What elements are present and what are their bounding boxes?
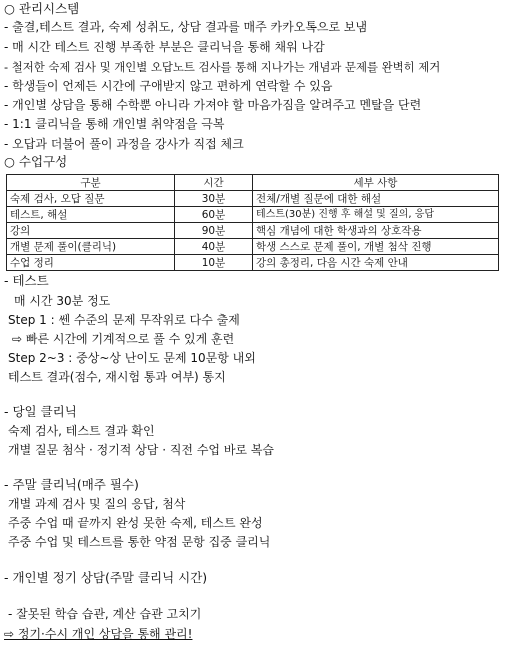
table-row <box>7 255 499 271</box>
management-item: - 학생들이 언제든 시간에 구애받지 않고 편하게 연락할 수 있음 <box>4 79 333 93</box>
management-item: - 개인별 상담을 통해 수학뿐 아니라 가져야 할 마음가짐을 알려주고 멘탈을 단련 <box>4 98 422 112</box>
management-item: - 철저한 숙제 검사 및 개인별 오답노트 검사를 통해 지나가는 개념과 문제를 완벽히 제거 <box>4 60 441 74</box>
management-item: - 오답과 더불어 풀이 과정을 강사가 직접 체크 <box>4 137 244 151</box>
table-cell: 핵심 개념에 대한 학생과의 상호작용 <box>253 223 499 239</box>
section-title-weekend-clinic: - 주말 클리닉(매주 필수) <box>4 477 139 492</box>
table-header: 구분 <box>7 175 175 191</box>
test-line: ⇨ 빠른 시간에 기계적으로 풀 수 있게 훈련 <box>12 332 235 346</box>
section-title-management: ○ 관리시스템 <box>4 1 80 16</box>
section-title-daily-clinic: - 당일 클리닉 <box>4 404 77 419</box>
weekend-clinic-line: 개별 과제 검사 및 질의 응답, 첨삭 <box>8 497 186 511</box>
table-cell: 수업 정리 <box>7 255 175 271</box>
management-item: - 매 시간 테스트 진행 부족한 부분은 클리닉을 통해 채워 나감 <box>4 40 325 54</box>
table-header: 시간 <box>175 175 253 191</box>
class-structure-table <box>6 174 499 271</box>
section-title-class-structure: ○ 수업구성 <box>4 154 68 169</box>
table-cell: 테스트(30분) 진행 후 해설 및 질의, 응답 <box>253 207 499 223</box>
table-row <box>7 207 499 223</box>
test-line: 매 시간 30분 정도 <box>14 294 111 308</box>
table-row <box>7 239 499 255</box>
table-cell: 강의 <box>7 223 175 239</box>
test-line: Step 2~3 : 중상~상 난이도 문제 10문항 내외 <box>8 351 256 365</box>
table-cell: 개별 문제 풀이(클리닉) <box>7 239 175 255</box>
table-cell: 10분 <box>175 255 253 271</box>
management-item: - 1:1 클리닉을 통해 개인별 취약점을 극복 <box>4 117 225 131</box>
table-cell: 60분 <box>175 207 253 223</box>
table-cell: 학생 스스로 문제 풀이, 개별 첨삭 진행 <box>253 239 499 255</box>
table-header: 세부 사항 <box>253 175 499 191</box>
table-cell: 90분 <box>175 223 253 239</box>
table-cell: 테스트, 해설 <box>7 207 175 223</box>
weekend-clinic-line: 주중 수업 및 테스트를 통한 약점 문항 집중 클리닉 <box>8 535 271 549</box>
section-title-consultation: - 개인별 정기 상담(주말 클리닉 시간) <box>4 570 208 585</box>
table-cell: 강의 총정리, 다음 시간 숙제 안내 <box>253 255 499 271</box>
table-cell: 40분 <box>175 239 253 255</box>
weekend-clinic-line: 주중 수업 때 끝까지 완성 못한 숙제, 테스트 완성 <box>8 516 263 530</box>
table-header-row <box>7 175 499 191</box>
daily-clinic-line: 개별 질문 첨삭 · 정기적 상담 · 직전 수업 바로 복습 <box>8 443 275 457</box>
table-cell: 숙제 검사, 오답 질문 <box>7 191 175 207</box>
table-row <box>7 223 499 239</box>
consultation-line: ⇨ 정기·수시 개인 상담을 통해 관리! <box>4 627 193 641</box>
consultation-line: - 잘못된 학습 습관, 계산 습관 고치기 <box>8 607 202 621</box>
section-title-test: - 테스트 <box>4 273 49 288</box>
table-cell: 30분 <box>175 191 253 207</box>
daily-clinic-line: 숙제 검사, 테스트 결과 확인 <box>8 424 155 438</box>
test-line: 테스트 결과(점수, 재시험 통과 여부) 통지 <box>8 370 226 384</box>
table-cell: 전체/개별 질문에 대한 해설 <box>253 191 499 207</box>
management-item: - 출결,테스트 결과, 숙제 성취도, 상담 결과를 매주 카카오톡으로 보냄 <box>4 20 368 34</box>
table-row <box>7 191 499 207</box>
test-line: Step 1 : 쎈 수준의 문제 무작위로 다수 출제 <box>8 313 240 327</box>
